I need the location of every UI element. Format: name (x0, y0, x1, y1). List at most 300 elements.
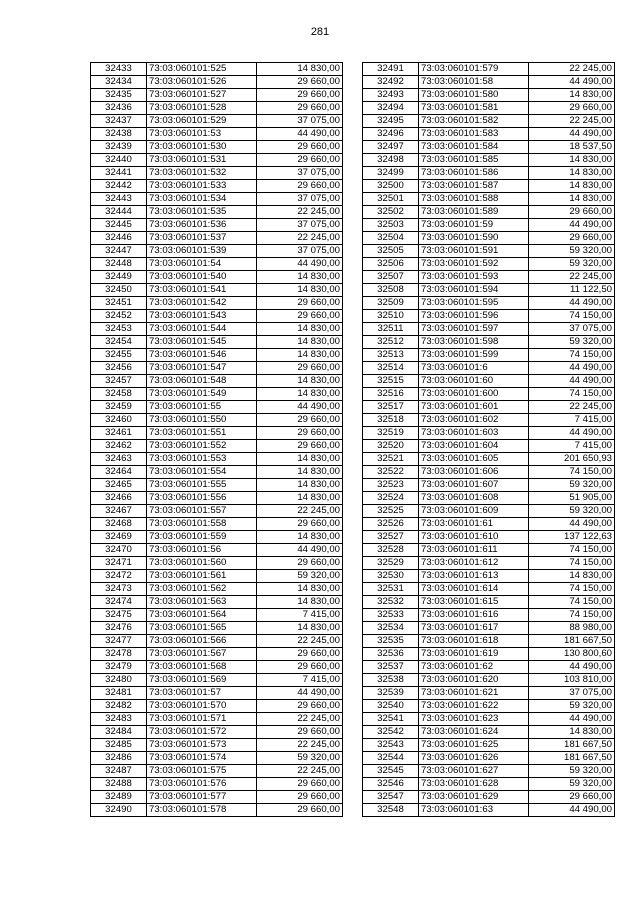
table-row (363, 453, 615, 466)
cadastral-number-cell: 73:03:060101:55 (147, 401, 257, 414)
table-row (91, 674, 343, 687)
cadastral-number-cell: 73:03:060101:573 (147, 739, 257, 752)
amount-cell: 181 667,50 (529, 635, 615, 648)
row-number-cell: 32514 (363, 362, 419, 375)
row-number-cell: 32523 (363, 479, 419, 492)
cadastral-number-cell: 73:03:060101:53 (147, 128, 257, 141)
cadastral-number-cell: 73:03:060101:552 (147, 440, 257, 453)
amount-cell: 29 660,00 (257, 700, 343, 713)
table-row (91, 739, 343, 752)
amount-cell: 74 150,00 (529, 544, 615, 557)
row-number-cell: 32525 (363, 505, 419, 518)
cadastral-number-cell: 73:03:060101:526 (147, 76, 257, 89)
amount-cell: 37 075,00 (257, 245, 343, 258)
cadastral-number-cell: 73:03:060101:594 (419, 284, 529, 297)
cadastral-number-cell: 73:03:060101:545 (147, 336, 257, 349)
row-number-cell: 32543 (363, 739, 419, 752)
amount-cell: 14 830,00 (257, 492, 343, 505)
row-number-cell: 32496 (363, 128, 419, 141)
row-number-cell: 32506 (363, 258, 419, 271)
row-number-cell: 32528 (363, 544, 419, 557)
amount-cell: 44 490,00 (529, 362, 615, 375)
row-number-cell: 32470 (91, 544, 147, 557)
table-row (363, 206, 615, 219)
cadastral-number-cell: 73:03:060101:528 (147, 102, 257, 115)
row-number-cell: 32465 (91, 479, 147, 492)
amount-cell: 44 490,00 (529, 713, 615, 726)
amount-cell: 201 650,93 (529, 453, 615, 466)
row-number-cell: 32529 (363, 557, 419, 570)
cadastral-number-cell: 73:03:060101:584 (419, 141, 529, 154)
table-row (363, 102, 615, 115)
register-table-right-body (363, 63, 615, 817)
cadastral-number-cell: 73:03:060101:565 (147, 622, 257, 635)
amount-cell: 37 075,00 (529, 323, 615, 336)
table-row (91, 492, 343, 505)
register-table-right (362, 62, 615, 817)
amount-cell: 14 830,00 (529, 89, 615, 102)
row-number-cell: 32450 (91, 284, 147, 297)
cadastral-number-cell: 73:03:060101:592 (419, 258, 529, 271)
amount-cell: 14 830,00 (257, 453, 343, 466)
row-number-cell: 32454 (91, 336, 147, 349)
cadastral-number-cell: 73:03:060101:583 (419, 128, 529, 141)
cadastral-number-cell: 73:03:060101:614 (419, 583, 529, 596)
table-row (363, 63, 615, 76)
amount-cell: 14 830,00 (257, 479, 343, 492)
amount-cell: 44 490,00 (257, 401, 343, 414)
table-row (91, 362, 343, 375)
amount-cell: 44 490,00 (529, 375, 615, 388)
table-row (91, 271, 343, 284)
amount-cell: 7 415,00 (257, 609, 343, 622)
table-row (91, 349, 343, 362)
cadastral-number-cell: 73:03:060101:536 (147, 219, 257, 232)
row-number-cell: 32526 (363, 518, 419, 531)
row-number-cell: 32492 (363, 76, 419, 89)
cadastral-number-cell: 73:03:060101:589 (419, 206, 529, 219)
amount-cell: 14 830,00 (257, 531, 343, 544)
cadastral-number-cell: 73:03:060101:569 (147, 674, 257, 687)
cadastral-number-cell: 73:03:060101:612 (419, 557, 529, 570)
table-row (91, 63, 343, 76)
cadastral-number-cell: 73:03:060101:621 (419, 687, 529, 700)
amount-cell: 74 150,00 (529, 596, 615, 609)
row-number-cell: 32512 (363, 336, 419, 349)
row-number-cell: 32478 (91, 648, 147, 661)
amount-cell: 59 320,00 (529, 505, 615, 518)
row-number-cell: 32500 (363, 180, 419, 193)
amount-cell: 22 245,00 (529, 63, 615, 76)
cadastral-number-cell: 73:03:060101:550 (147, 414, 257, 427)
amount-cell: 59 320,00 (529, 700, 615, 713)
table-row (91, 102, 343, 115)
amount-cell: 29 660,00 (257, 726, 343, 739)
amount-cell: 29 660,00 (257, 154, 343, 167)
table-row (91, 544, 343, 557)
table-row (91, 648, 343, 661)
amount-cell: 37 075,00 (257, 219, 343, 232)
cadastral-number-cell: 73:03:060101:618 (419, 635, 529, 648)
table-row (91, 284, 343, 297)
cadastral-number-cell: 73:03:060101:533 (147, 180, 257, 193)
amount-cell: 74 150,00 (529, 557, 615, 570)
table-row (363, 401, 615, 414)
amount-cell: 44 490,00 (529, 297, 615, 310)
table-row (363, 661, 615, 674)
amount-cell: 14 830,00 (257, 336, 343, 349)
cadastral-number-cell: 73:03:060101:606 (419, 466, 529, 479)
table-row (91, 661, 343, 674)
cadastral-number-cell: 73:03:060101:567 (147, 648, 257, 661)
amount-cell: 44 490,00 (257, 128, 343, 141)
table-row (363, 414, 615, 427)
table-row (363, 167, 615, 180)
row-number-cell: 32474 (91, 596, 147, 609)
amount-cell: 29 660,00 (257, 804, 343, 817)
table-row (363, 700, 615, 713)
cadastral-number-cell: 73:03:060101:623 (419, 713, 529, 726)
table-row (91, 193, 343, 206)
cadastral-number-cell: 73:03:060101:540 (147, 271, 257, 284)
table-row (91, 375, 343, 388)
cadastral-number-cell: 73:03:060101:585 (419, 154, 529, 167)
row-number-cell: 32519 (363, 427, 419, 440)
row-number-cell: 32524 (363, 492, 419, 505)
register-table-left (90, 62, 343, 817)
row-number-cell: 32546 (363, 778, 419, 791)
amount-cell: 37 075,00 (257, 193, 343, 206)
table-row (363, 375, 615, 388)
amount-cell: 14 830,00 (257, 388, 343, 401)
cadastral-number-cell: 73:03:060101:580 (419, 89, 529, 102)
row-number-cell: 32522 (363, 466, 419, 479)
cadastral-number-cell: 73:03:060101:607 (419, 479, 529, 492)
cadastral-number-cell: 73:03:060101:563 (147, 596, 257, 609)
amount-cell: 14 830,00 (529, 193, 615, 206)
cadastral-number-cell: 73:03:060101:574 (147, 752, 257, 765)
amount-cell: 29 660,00 (257, 791, 343, 804)
row-number-cell: 32439 (91, 141, 147, 154)
amount-cell: 14 830,00 (529, 570, 615, 583)
row-number-cell: 32457 (91, 375, 147, 388)
cadastral-number-cell: 73:03:060101:57 (147, 687, 257, 700)
table-row (91, 635, 343, 648)
table-row (91, 141, 343, 154)
table-row (91, 778, 343, 791)
amount-cell: 14 830,00 (529, 726, 615, 739)
cadastral-number-cell: 73:03:060101:597 (419, 323, 529, 336)
table-row (363, 505, 615, 518)
row-number-cell: 32471 (91, 557, 147, 570)
amount-cell: 181 667,50 (529, 752, 615, 765)
amount-cell: 22 245,00 (257, 765, 343, 778)
cadastral-number-cell: 73:03:060101:581 (419, 102, 529, 115)
amount-cell: 14 830,00 (257, 284, 343, 297)
page-number: 281 (310, 26, 330, 38)
cadastral-number-cell: 73:03:060101:596 (419, 310, 529, 323)
row-number-cell: 32472 (91, 570, 147, 583)
row-number-cell: 32533 (363, 609, 419, 622)
table-row (363, 388, 615, 401)
table-row (91, 570, 343, 583)
table-row (91, 557, 343, 570)
table-row (363, 765, 615, 778)
cadastral-number-cell: 73:03:060101:551 (147, 427, 257, 440)
table-row (363, 635, 615, 648)
amount-cell: 29 660,00 (257, 102, 343, 115)
cadastral-number-cell: 73:03:060101:542 (147, 297, 257, 310)
cadastral-number-cell: 73:03:060101:586 (419, 167, 529, 180)
amount-cell: 29 660,00 (257, 310, 343, 323)
cadastral-number-cell: 73:03:060101:627 (419, 765, 529, 778)
cadastral-number-cell: 73:03:060101:562 (147, 583, 257, 596)
amount-cell: 14 830,00 (529, 154, 615, 167)
row-number-cell: 32540 (363, 700, 419, 713)
table-row (363, 128, 615, 141)
table-row (91, 310, 343, 323)
row-number-cell: 32462 (91, 440, 147, 453)
row-number-cell: 32509 (363, 297, 419, 310)
table-row (91, 154, 343, 167)
cadastral-number-cell: 73:03:060101:598 (419, 336, 529, 349)
table-row (363, 596, 615, 609)
table-row (363, 531, 615, 544)
cadastral-number-cell: 73:03:060101:6 (419, 362, 529, 375)
amount-cell: 14 830,00 (257, 622, 343, 635)
row-number-cell: 32476 (91, 622, 147, 635)
row-number-cell: 32486 (91, 752, 147, 765)
cadastral-number-cell: 73:03:060101:532 (147, 167, 257, 180)
amount-cell: 44 490,00 (529, 128, 615, 141)
amount-cell: 29 660,00 (529, 791, 615, 804)
amount-cell: 59 320,00 (257, 752, 343, 765)
row-number-cell: 32520 (363, 440, 419, 453)
table-row (91, 453, 343, 466)
row-number-cell: 32479 (91, 661, 147, 674)
table-row (363, 466, 615, 479)
cadastral-number-cell: 73:03:060101:582 (419, 115, 529, 128)
row-number-cell: 32455 (91, 349, 147, 362)
amount-cell: 88 980,00 (529, 622, 615, 635)
row-number-cell: 32452 (91, 310, 147, 323)
amount-cell: 29 660,00 (257, 661, 343, 674)
table-row (91, 76, 343, 89)
amount-cell: 59 320,00 (257, 570, 343, 583)
table-row (91, 232, 343, 245)
row-number-cell: 32531 (363, 583, 419, 596)
row-number-cell: 32498 (363, 154, 419, 167)
amount-cell: 22 245,00 (529, 401, 615, 414)
cadastral-number-cell: 73:03:060101:553 (147, 453, 257, 466)
table-row (91, 726, 343, 739)
table-row (363, 726, 615, 739)
table-row (91, 622, 343, 635)
amount-cell: 181 667,50 (529, 739, 615, 752)
amount-cell: 14 830,00 (257, 466, 343, 479)
table-row (363, 752, 615, 765)
table-row (363, 193, 615, 206)
amount-cell: 44 490,00 (257, 258, 343, 271)
table-row (91, 388, 343, 401)
cadastral-number-cell: 73:03:060101:527 (147, 89, 257, 102)
cadastral-number-cell: 73:03:060101:555 (147, 479, 257, 492)
row-number-cell: 32495 (363, 115, 419, 128)
cadastral-number-cell: 73:03:060101:60 (419, 375, 529, 388)
cadastral-number-cell: 73:03:060101:609 (419, 505, 529, 518)
table-row (91, 583, 343, 596)
row-number-cell: 32446 (91, 232, 147, 245)
table-row (363, 245, 615, 258)
table-row (91, 89, 343, 102)
cadastral-number-cell: 73:03:060101:600 (419, 388, 529, 401)
row-number-cell: 32499 (363, 167, 419, 180)
row-number-cell: 32453 (91, 323, 147, 336)
cadastral-number-cell: 73:03:060101:588 (419, 193, 529, 206)
table-row (91, 804, 343, 817)
table-row (91, 609, 343, 622)
amount-cell: 14 830,00 (257, 271, 343, 284)
amount-cell: 103 810,00 (529, 674, 615, 687)
amount-cell: 37 075,00 (257, 115, 343, 128)
table-row (91, 180, 343, 193)
row-number-cell: 32473 (91, 583, 147, 596)
amount-cell: 44 490,00 (257, 687, 343, 700)
amount-cell: 59 320,00 (529, 778, 615, 791)
amount-cell: 74 150,00 (529, 388, 615, 401)
row-number-cell: 32449 (91, 271, 147, 284)
row-number-cell: 32491 (363, 63, 419, 76)
cadastral-number-cell: 73:03:060101:554 (147, 466, 257, 479)
table-row (363, 258, 615, 271)
row-number-cell: 32489 (91, 791, 147, 804)
amount-cell: 29 660,00 (257, 89, 343, 102)
row-number-cell: 32468 (91, 518, 147, 531)
row-number-cell: 32434 (91, 76, 147, 89)
row-number-cell: 32485 (91, 739, 147, 752)
table-row (91, 323, 343, 336)
amount-cell: 29 660,00 (529, 206, 615, 219)
amount-cell: 44 490,00 (529, 427, 615, 440)
amount-cell: 22 245,00 (257, 739, 343, 752)
row-number-cell: 32445 (91, 219, 147, 232)
amount-cell: 22 245,00 (257, 505, 343, 518)
row-number-cell: 32516 (363, 388, 419, 401)
cadastral-number-cell: 73:03:060101:560 (147, 557, 257, 570)
amount-cell: 29 660,00 (257, 76, 343, 89)
table-row (363, 791, 615, 804)
amount-cell: 29 660,00 (257, 440, 343, 453)
amount-cell: 29 660,00 (257, 648, 343, 661)
row-number-cell: 32481 (91, 687, 147, 700)
table-row (363, 336, 615, 349)
amount-cell: 29 660,00 (257, 557, 343, 570)
amount-cell: 29 660,00 (257, 141, 343, 154)
cadastral-number-cell: 73:03:060101:568 (147, 661, 257, 674)
amount-cell: 29 660,00 (257, 180, 343, 193)
cadastral-number-cell: 73:03:060101:558 (147, 518, 257, 531)
cadastral-number-cell: 73:03:060101:620 (419, 674, 529, 687)
cadastral-number-cell: 73:03:060101:591 (419, 245, 529, 258)
amount-cell: 59 320,00 (529, 765, 615, 778)
amount-cell: 44 490,00 (529, 76, 615, 89)
row-number-cell: 32469 (91, 531, 147, 544)
row-number-cell: 32464 (91, 466, 147, 479)
cadastral-number-cell: 73:03:060101:547 (147, 362, 257, 375)
table-row (91, 336, 343, 349)
table-row (363, 232, 615, 245)
table-row (91, 713, 343, 726)
amount-cell: 44 490,00 (529, 661, 615, 674)
amount-cell: 59 320,00 (529, 479, 615, 492)
amount-cell: 130 800,60 (529, 648, 615, 661)
table-row (91, 466, 343, 479)
amount-cell: 14 830,00 (257, 349, 343, 362)
table-row (363, 349, 615, 362)
cadastral-number-cell: 73:03:060101:56 (147, 544, 257, 557)
amount-cell: 14 830,00 (257, 323, 343, 336)
amount-cell: 51 905,00 (529, 492, 615, 505)
cadastral-number-cell: 73:03:060101:579 (419, 63, 529, 76)
table-row (363, 219, 615, 232)
row-number-cell: 32460 (91, 414, 147, 427)
row-number-cell: 32513 (363, 349, 419, 362)
table-row (363, 141, 615, 154)
row-number-cell: 32497 (363, 141, 419, 154)
cadastral-number-cell: 73:03:060101:549 (147, 388, 257, 401)
table-row (363, 180, 615, 193)
amount-cell: 14 830,00 (529, 180, 615, 193)
row-number-cell: 32440 (91, 154, 147, 167)
table-row (91, 596, 343, 609)
row-number-cell: 32484 (91, 726, 147, 739)
row-number-cell: 32539 (363, 687, 419, 700)
amount-cell: 22 245,00 (529, 271, 615, 284)
table-row (363, 713, 615, 726)
row-number-cell: 32510 (363, 310, 419, 323)
amount-cell: 14 830,00 (257, 63, 343, 76)
amount-cell: 29 660,00 (257, 362, 343, 375)
cadastral-number-cell: 73:03:060101:610 (419, 531, 529, 544)
cadastral-number-cell: 73:03:060101:548 (147, 375, 257, 388)
row-number-cell: 32461 (91, 427, 147, 440)
cadastral-number-cell: 73:03:060101:575 (147, 765, 257, 778)
amount-cell: 18 537,50 (529, 141, 615, 154)
table-row (91, 427, 343, 440)
amount-cell: 22 245,00 (257, 713, 343, 726)
amount-cell: 74 150,00 (529, 466, 615, 479)
amount-cell: 29 660,00 (257, 414, 343, 427)
amount-cell: 22 245,00 (257, 635, 343, 648)
row-number-cell: 32437 (91, 115, 147, 128)
cadastral-number-cell: 73:03:060101:59 (419, 219, 529, 232)
row-number-cell: 32456 (91, 362, 147, 375)
row-number-cell: 32475 (91, 609, 147, 622)
row-number-cell: 32467 (91, 505, 147, 518)
amount-cell: 137 122,63 (529, 531, 615, 544)
cadastral-number-cell: 73:03:060101:625 (419, 739, 529, 752)
row-number-cell: 32535 (363, 635, 419, 648)
cadastral-number-cell: 73:03:060101:608 (419, 492, 529, 505)
row-number-cell: 32488 (91, 778, 147, 791)
cadastral-number-cell: 73:03:060101:628 (419, 778, 529, 791)
table-row (91, 505, 343, 518)
row-number-cell: 32518 (363, 414, 419, 427)
table-row (91, 258, 343, 271)
cadastral-number-cell: 73:03:060101:543 (147, 310, 257, 323)
table-row (363, 739, 615, 752)
amount-cell: 37 075,00 (257, 167, 343, 180)
